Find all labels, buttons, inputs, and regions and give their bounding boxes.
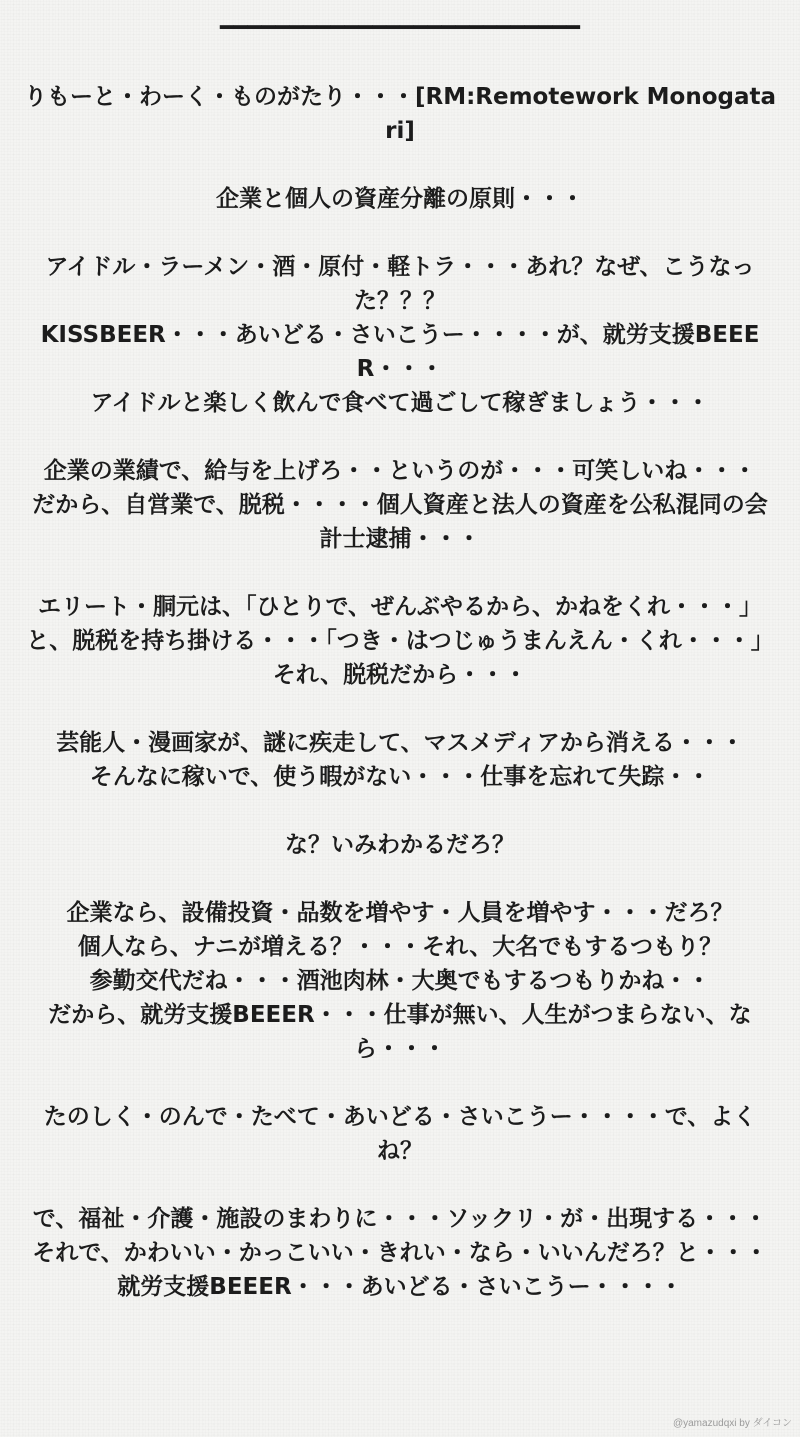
text-line: 企業なら、設備投資・品数を増やす・人員を増やす・・・だろ？ [66, 900, 734, 926]
credit-watermark: @yamazudqxi by ダイコン [672, 1418, 792, 1429]
blank-line [22, 692, 778, 726]
blank-line [22, 794, 778, 828]
blank-line [22, 148, 778, 182]
text-line: たのしく・のんで・たべて・あいどる・さいこうー・・・・で、よくね？ [43, 1104, 757, 1164]
blank-line [22, 1066, 778, 1100]
text-line: だから、就労支援BEEER・・・仕事が無い、人生がつまらない、なら・・・ [48, 1002, 752, 1062]
text-line: 企業と個人の資産分離の原則・・・ [216, 186, 584, 212]
text-line: アイドル・ラーメン・酒・原付・軽トラ・・・あれ？なぜ、こうなった？？？ [45, 254, 755, 314]
blank-line [22, 1168, 778, 1202]
header-divider: ━━━━━━━━━━━━━━━━━━━━━━━━━━ [219, 15, 581, 41]
text-line: 参勤交代だね・・・酒池肉林・大奥でもするつもりかね・・ [89, 968, 711, 994]
text-line: それで、かわいい・かっこいい・きれい・なら・いいんだろ？と・・・ [32, 1240, 768, 1266]
text-line: 企業の業績で、給与を上げろ・・というのが・・・可笑しいね・・・ [43, 458, 757, 484]
text-line: 就労支援BEEER・・・あいどる・さいこうー・・・・ [117, 1274, 683, 1300]
text-line: で、福祉・介護・施設のまわりに・・・ソックリ・が・出現する・・・ [32, 1206, 768, 1232]
text-body [22, 80, 778, 1304]
text-line: それ、脱税だから・・・ [272, 662, 528, 688]
blank-line [22, 862, 778, 896]
blank-line [22, 216, 778, 250]
text-line: 個人なら、ナニが増える？・・・それ、大名でもするつもり？ [77, 934, 723, 960]
text-line: アイドルと楽しく飲んで食べて過ごして稼ぎましょう・・・ [90, 390, 710, 416]
text-line: りもーと・わーく・ものがたり・・・[RM:Remotework Monogatari] [23, 84, 777, 144]
text-line: そんなに稼いで、使う暇がない・・・仕事を忘れて失踪・・ [89, 764, 711, 790]
text-line: 芸能人・漫画家が、謎に疾走して、マスメディアから消える・・・ [56, 730, 744, 756]
blank-line [22, 420, 778, 454]
text-line: な？いみわかるだろ？ [285, 832, 515, 858]
text-line: エリート・胴元は、「ひとりで、ぜんぶやるから、かねをくれ・・・」 [37, 594, 763, 620]
text-line: だから、自営業で、脱税・・・・個人資産と法人の資産を公私混同の会計士逮捕・・・ [32, 492, 768, 552]
text-line: KISSBEER・・・あいどる・さいこうー・・・・が、就労支援BEEER・・・ [40, 322, 760, 382]
text-line: と、脱税を持ち掛ける・・・「つき・はつじゅうまんえん・くれ・・・」 [26, 628, 774, 654]
blank-line [22, 556, 778, 590]
